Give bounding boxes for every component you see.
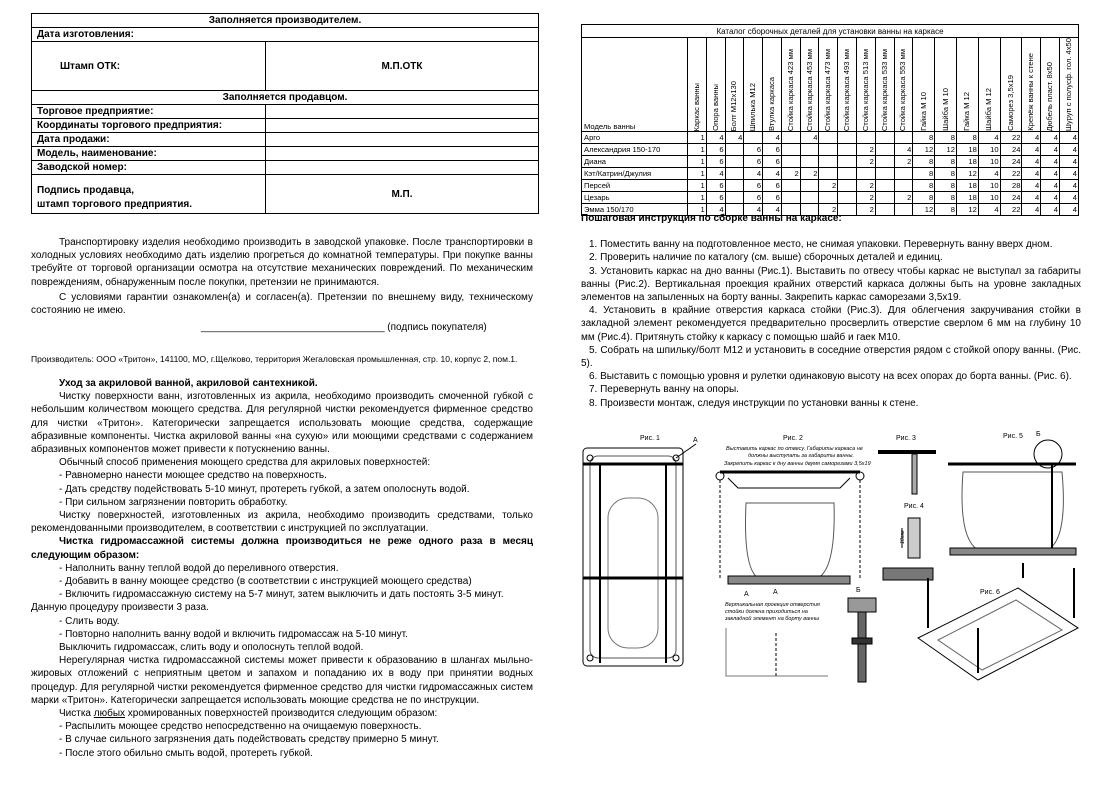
- form-row-label: Дата продажи:: [32, 133, 266, 147]
- fig2-bowl: [746, 503, 835, 578]
- catalog-cell: [781, 144, 800, 156]
- step-item: 8. Произвести монтаж, следуя инструкции по установки ванны к стене.: [589, 397, 919, 409]
- fig2-frame: [728, 478, 850, 488]
- catalog-row: [582, 132, 1079, 144]
- catalog-cell: 4: [1022, 204, 1041, 216]
- catalog-column-header: Стойка каркаса 553 мм: [894, 38, 913, 132]
- catalog-cell: [781, 132, 800, 144]
- fig5-label-b: Б: [1036, 431, 1041, 438]
- warranty-paragraph: С условиями гарантии ознакомлен(а) и согласен(а). Претензии по внешнему виду, техническому состоянию не имею.: [31, 291, 533, 317]
- hydro-list-item: - Наполнить ванну теплой водой до переливного отверстия.: [59, 562, 339, 574]
- care-section: [31, 377, 533, 760]
- catalog-cell: 4: [1041, 180, 1060, 192]
- step-item: 6. Выставить с помощью уровня и рулетки одинаковую высоту на всех опорах до борта ванны. (Рис. 6).: [589, 371, 1072, 383]
- catalog-column-header: Опора ванны: [706, 38, 725, 132]
- catalog-column-header: Каркас ванны: [688, 38, 707, 132]
- hydro-list-item: - Слить воду.: [59, 615, 120, 627]
- transport-paragraph: Транспортировку изделия необходимо производить в заводской упаковке. После транспортировки в холодных условиях необходимо дать изделию прогреться до комнатной температуры. При покупке ванны требуйте от торговой организации осмотра на отсутствие механических повреждений. По механическим повреждениям, обнаруженным после покупки, претензии не принимаются.: [31, 237, 533, 288]
- catalog-cell: 1: [688, 180, 707, 192]
- catalog-cell: [819, 156, 838, 168]
- fig2-note: Закрепить каркас к дну ванны двумя саморезами 3,5х19: [724, 461, 871, 467]
- catalog-cell: 18: [957, 192, 979, 204]
- manufacturer-info: Производитель: ООО «Тритон», 141100, МО, г.Щелково, территория Жегаловская промышленная, стр. 10, корпус 2, пом.1.: [31, 354, 518, 364]
- signature-line-2: штамп торгового предприятия.: [37, 199, 193, 210]
- fig1-bath-inner: [590, 456, 676, 658]
- catalog-column-header: Дюбель пласт. 8х50: [1041, 38, 1060, 132]
- step-item: 4. Установить в крайние отверстия каркаса стойки (Рис.3). Для облегчения закручивания стойки в закладной элемент рекомендуется предварительно просверлить отверстие сверлом 6 мм на глубину 10 мм (Рис.4). Притянуть стойку к каркасу с помощью шайб и гаек М10.: [581, 305, 1081, 343]
- fig4-base: [883, 568, 933, 580]
- catalog-model-cell: Эмма 150/170: [582, 204, 688, 216]
- care-paragraph-3: Чистку поверхностей, изготовленных из акрила, необходимо производить средствами, только рекомендованными производителем, в соответствии с инструкцией по эксплуатации.: [31, 510, 533, 535]
- catalog-cell: 8: [935, 192, 957, 204]
- catalog-cell: 4: [1022, 144, 1041, 156]
- fig1-bath-bowl: [608, 498, 658, 648]
- seller-header: Заполняется продавцом.: [32, 91, 539, 105]
- catalog-column-header: Шпилька М12: [744, 38, 763, 132]
- catalog-cell: 2: [857, 204, 876, 216]
- form-row-label: Модель, наименование:: [32, 147, 266, 161]
- catalog-model-cell: Арго: [582, 132, 688, 144]
- catalog-cell: [875, 180, 894, 192]
- catalog-cell: 6: [744, 180, 763, 192]
- fig1-bath-outline: [583, 448, 683, 666]
- catalog-cell: 12: [935, 144, 957, 156]
- care-paragraph-2: Обычный способ применения моющего средства для акриловых поверхностей:: [59, 457, 431, 469]
- figure-6: [918, 563, 1078, 680]
- transport-text: [31, 236, 533, 334]
- catalog-cell: [875, 168, 894, 180]
- care-list-item: - Равномерно нанести моющее средство на поверхность.: [59, 470, 327, 482]
- catalog-cell: 1: [688, 132, 707, 144]
- catalog-column-header: Стойка каркаса 423 мм: [781, 38, 800, 132]
- catalog-cell: 8: [913, 156, 935, 168]
- catalog-column-header: Шуруп с полусф. гол. 4х50: [1060, 38, 1079, 132]
- catalog-column-header: Стойка каркаса 453 мм: [800, 38, 819, 132]
- catalog-cell: [819, 192, 838, 204]
- catalog-cell: 4: [1022, 180, 1041, 192]
- fig1-label-a: А: [693, 437, 698, 444]
- catalog-cell: 6: [744, 192, 763, 204]
- catalog-cell: 1: [688, 204, 707, 216]
- assembly-figures: [578, 428, 1084, 683]
- mp-label: М.П.: [266, 175, 539, 214]
- catalog-cell: 8: [913, 132, 935, 144]
- catalog-cell: 6: [744, 156, 763, 168]
- catalog-cell: 4: [725, 132, 744, 144]
- catalog-cell: 4: [1022, 156, 1041, 168]
- mp-otk-label: М.П.ОТК: [266, 42, 539, 91]
- hydro-title: Чистка гидромассажной системы должна производиться не реже одного раза в месяц следующим образом:: [31, 536, 533, 561]
- catalog-cell: 6: [706, 192, 725, 204]
- catalog-cell: 4: [763, 168, 782, 180]
- catalog-cell: 4: [1041, 156, 1060, 168]
- catalog-cell: 4: [706, 132, 725, 144]
- catalog-cell: [800, 180, 819, 192]
- fig3-post: [912, 454, 917, 494]
- catalog-cell: 2: [857, 180, 876, 192]
- catalog-column-header: Шайба М 10: [935, 38, 957, 132]
- catalog-cell: [838, 156, 857, 168]
- catalog-cell: 1: [688, 144, 707, 156]
- catalog-model-cell: Диана: [582, 156, 688, 168]
- catalog-cell: 1: [688, 192, 707, 204]
- catalog-cell: [725, 144, 744, 156]
- detail-a-label: А: [773, 589, 778, 596]
- care-list-item: - Дать средству подействовать 5-10 минут, протереть губкой, а затем ополоснуть водой.: [59, 483, 470, 495]
- catalog-cell: 4: [1060, 132, 1079, 144]
- fig6-bowl: [938, 600, 1062, 670]
- figure-2: [716, 435, 871, 598]
- catalog-model-cell: Цезарь: [582, 192, 688, 204]
- chrome-pre: Чистка: [59, 708, 94, 720]
- catalog-cell: [875, 192, 894, 204]
- detail-b-nut: [852, 638, 872, 644]
- catalog-cell: [725, 180, 744, 192]
- step-item: 3. Установить каркас на дно ванны (Рис.1). Выставить по отвесу чтобы каркас не выступал за габариты ванны (Рис.2). Вертикальная проекция крайних отверстий каркаса должны быть на уровне закладных элементов на запыленных на борту ванны. Закрепить каркас саморезами 3,5х19.: [581, 265, 1081, 304]
- figure-1: [583, 435, 698, 666]
- catalog-column-header: Гайка М 12: [957, 38, 979, 132]
- catalog-column-header: Стойка каркаса 473 мм: [819, 38, 838, 132]
- catalog-cell: [781, 192, 800, 204]
- catalog-cell: 8: [913, 168, 935, 180]
- catalog-cell: 12: [913, 144, 935, 156]
- seller-signature-label: [32, 175, 266, 214]
- catalog-model-cell: Персей: [582, 180, 688, 192]
- catalog-cell: 8: [913, 192, 935, 204]
- fig4-dim: 10мм: [900, 530, 906, 544]
- fig2-base: [728, 576, 850, 584]
- care-list-item: - При сильном загрязнении повторить обработку.: [59, 496, 288, 508]
- catalog-cell: 18: [957, 144, 979, 156]
- catalog-cell: [857, 132, 876, 144]
- catalog-cell: 2: [894, 156, 913, 168]
- catalog-cell: 4: [1060, 204, 1079, 216]
- catalog-cell: 24: [1000, 192, 1022, 204]
- figures-drawing: [578, 428, 1084, 683]
- catalog-cell: 8: [957, 132, 979, 144]
- catalog-cell: 2: [819, 180, 838, 192]
- catalog-cell: 6: [706, 144, 725, 156]
- catalog-cell: 12: [913, 204, 935, 216]
- catalog-cell: 4: [800, 132, 819, 144]
- catalog-cell: 4: [1022, 132, 1041, 144]
- catalog-cell: 24: [1000, 144, 1022, 156]
- hydro-off: Выключить гидромассаж, слить воду и ополоснуть теплой водой.: [59, 642, 364, 654]
- catalog-cell: 8: [935, 204, 957, 216]
- catalog-cell: 4: [894, 144, 913, 156]
- catalog-cell: 6: [744, 144, 763, 156]
- catalog-column-header: Крепёж ванны к стене: [1022, 38, 1041, 132]
- fig3-label: Рис. 3: [896, 435, 916, 442]
- catalog-cell: 4: [1041, 132, 1060, 144]
- step-item: 1. Поместить ванну на подготовленное место, не снимая упаковки. Перевернуть ванну вверх дном.: [589, 239, 1053, 251]
- catalog-cell: [838, 132, 857, 144]
- catalog-column-header: Стойка каркаса 493 мм: [838, 38, 857, 132]
- parts-catalog-table: [581, 24, 1079, 216]
- detail-b: [848, 587, 876, 682]
- catalog-cell: 4: [1041, 168, 1060, 180]
- catalog-cell: 4: [763, 204, 782, 216]
- catalog-column-header: Стойка каркаса 513 мм: [857, 38, 876, 132]
- step-item: 5. Собрать на шпильку/болт М12 и установить в соседние отверстия рядом с стойкой опору ванны. (Рис. 5).: [581, 344, 1081, 370]
- buyer-signature-line: _________________________________ (подпись покупателя): [201, 322, 487, 334]
- catalog-cell: 12: [957, 168, 979, 180]
- chrome-post: хромированных поверхностей производится следующим образом:: [125, 708, 438, 720]
- catalog-row: [582, 180, 1079, 192]
- catalog-cell: 4: [744, 204, 763, 216]
- detail-b-stud: [858, 612, 866, 682]
- catalog-cell: 2: [857, 144, 876, 156]
- catalog-cell: 10: [978, 180, 1000, 192]
- catalog-cell: 22: [1000, 204, 1022, 216]
- catalog-cell: [838, 144, 857, 156]
- catalog-cell: [894, 180, 913, 192]
- catalog-cell: [838, 180, 857, 192]
- form-row-value: [266, 133, 539, 147]
- catalog-cell: 4: [706, 168, 725, 180]
- catalog-cell: 2: [800, 168, 819, 180]
- catalog-cell: 22: [1000, 168, 1022, 180]
- catalog-cell: 2: [857, 192, 876, 204]
- catalog-cell: 10: [978, 192, 1000, 204]
- detail-a-note: стойки должна приходиться на: [725, 609, 808, 615]
- detail-b-plate: [848, 598, 876, 612]
- catalog-cell: 28: [1000, 180, 1022, 192]
- catalog-column-header: Саморез 3,5х19: [1000, 38, 1022, 132]
- catalog-column-header: Гайка М 10: [913, 38, 935, 132]
- catalog-cell: 8: [935, 156, 957, 168]
- detail-a-note: Вертикальная проекция отверстия: [725, 602, 820, 608]
- catalog-cell: 4: [978, 204, 1000, 216]
- catalog-cell: 2: [857, 156, 876, 168]
- catalog-row: [582, 144, 1079, 156]
- catalog-cell: 12: [957, 204, 979, 216]
- hydro-list-item: - Повторно наполнить ванну водой и включить гидромассаж на 5-10 минут.: [59, 628, 408, 640]
- fig1-mount-point: [673, 655, 679, 661]
- catalog-model-cell: Кэт/Катрин/Джулия: [582, 168, 688, 180]
- catalog-cell: 6: [763, 156, 782, 168]
- catalog-column-header: Стойка каркаса 533 мм: [875, 38, 894, 132]
- steps-title: Пошаговая инструкция по сборке ванны на каркасе:: [581, 213, 842, 224]
- catalog-cell: [725, 156, 744, 168]
- catalog-cell: [875, 132, 894, 144]
- catalog-cell: 10: [978, 144, 1000, 156]
- catalog-cell: [800, 192, 819, 204]
- catalog-cell: [725, 192, 744, 204]
- fig1-label: Рис. 1: [640, 435, 660, 442]
- fig2-label-a: А: [744, 591, 749, 598]
- catalog-cell: 2: [894, 192, 913, 204]
- assembly-steps: [581, 212, 1081, 410]
- catalog-cell: [781, 156, 800, 168]
- catalog-row: [582, 192, 1079, 204]
- catalog-cell: 2: [819, 204, 838, 216]
- catalog-cell: 6: [763, 144, 782, 156]
- catalog-cell: 4: [1060, 192, 1079, 204]
- form-row-value: [266, 105, 539, 119]
- catalog-cell: [894, 132, 913, 144]
- care-paragraph-1: Чистку поверхности ванн, изготовленных из акрила, необходимо производить смоченной губкой с небольшим количеством моющего средства. Для регулярной чистки рекомендуется фирменное средство для чистки «Тритон». Категорически запрещается использовать моющие средства, содержащие абразивные компоненты. Чистка акриловой ванны «на сухую» или моющими средствами с содержанием абразивных компонентов может привести к потускнению ванны.: [31, 391, 533, 456]
- fig1-leader: [676, 444, 696, 458]
- chrome-list-item: - Распылить моющее средство непосредственно на очищаемую поверхность.: [59, 721, 422, 733]
- form-row-label: Торговое предприятие:: [32, 105, 266, 119]
- fig2-label: Рис. 2: [783, 435, 803, 442]
- catalog-title: Каталог сборочных деталей для установки ванны на каркасе: [582, 25, 1079, 38]
- catalog-cell: 8: [913, 180, 935, 192]
- catalog-cell: 6: [763, 192, 782, 204]
- fig5-bowl: [962, 472, 1063, 550]
- catalog-cell: 4: [1060, 168, 1079, 180]
- catalog-cell: 4: [1060, 144, 1079, 156]
- catalog-cell: [838, 192, 857, 204]
- catalog-cell: [744, 132, 763, 144]
- catalog-cell: 6: [706, 180, 725, 192]
- fig5-base: [950, 548, 1076, 555]
- catalog-cell: [819, 144, 838, 156]
- catalog-cell: 4: [1060, 156, 1079, 168]
- catalog-cell: 18: [957, 156, 979, 168]
- detail-a: [724, 589, 828, 678]
- catalog-row: [582, 168, 1079, 180]
- catalog-cell: [875, 144, 894, 156]
- catalog-cell: [725, 168, 744, 180]
- fig5-label: Рис. 5: [1003, 433, 1023, 440]
- catalog-cell: 22: [1000, 132, 1022, 144]
- catalog-cell: [800, 156, 819, 168]
- catalog-cell: 1: [688, 168, 707, 180]
- manufacturer-header: Заполняется производителем.: [32, 14, 539, 28]
- catalog-cell: [819, 132, 838, 144]
- form-row-label: Координаты торгового предприятия:: [32, 119, 266, 133]
- chrome-list-item: - После этого обильно смыть водой, протереть губкой.: [59, 747, 313, 759]
- catalog-cell: 4: [1041, 192, 1060, 204]
- hydro-irregular: Нерегулярная чистка гидромассажной системы может привести к образованию в шлангах мыльно-жировых отложений с неприятным цветом и запахом и попаданию их в воду при принятии водных процедур. Для регулярной чистки рекомендуется фирменное средство для чистки гидромассажных систем марки «Тритон». Категорически запрещается использовать моющие средства не по инструкции.: [31, 655, 533, 706]
- catalog-cell: 10: [978, 156, 1000, 168]
- hydro-list-item: - Включить гидромассажную систему на 5-7 минут, затем выключить и дать постоять 3-5 минут.: [59, 589, 504, 601]
- catalog-cell: 2: [781, 168, 800, 180]
- form-row-value: [266, 161, 539, 175]
- catalog-cell: [819, 168, 838, 180]
- catalog-cell: 4: [1041, 204, 1060, 216]
- catalog-cell: 6: [763, 180, 782, 192]
- form-row-value: [266, 147, 539, 161]
- catalog-cell: [800, 144, 819, 156]
- warranty-form: [31, 13, 539, 214]
- form-row-value: [266, 119, 539, 133]
- catalog-cell: [838, 168, 857, 180]
- care-title: Уход за акриловой ванной, акриловой сантехникой.: [59, 378, 318, 389]
- catalog-cell: 4: [1060, 180, 1079, 192]
- catalog-cell: 4: [978, 132, 1000, 144]
- detail-b-label: Б: [856, 587, 861, 594]
- catalog-cell: [875, 156, 894, 168]
- catalog-cell: 4: [1041, 144, 1060, 156]
- otk-stamp-label: Штамп ОТК:: [32, 42, 266, 91]
- catalog-cell: 4: [1022, 168, 1041, 180]
- catalog-cell: 8: [935, 132, 957, 144]
- figure-5: [948, 431, 1076, 555]
- catalog-cell: 8: [935, 168, 957, 180]
- form-row-label: Заводской номер:: [32, 161, 266, 175]
- step-item: 2. Проверить наличие по каталогу (см. выше) сборочных деталей и единиц.: [589, 252, 943, 264]
- catalog-cell: 4: [706, 204, 725, 216]
- catalog-cell: 4: [763, 132, 782, 144]
- catalog-cell: 4: [978, 168, 1000, 180]
- fig4-label: Рис. 4: [904, 503, 924, 510]
- figure-3: [878, 435, 936, 494]
- catalog-column-header: Шайба М 12: [978, 38, 1000, 132]
- catalog-cell: [857, 168, 876, 180]
- signature-line-1: Подпись продавца,: [37, 185, 134, 196]
- detail-a-outline: [726, 628, 828, 676]
- fig2-note: должны выступать за габариты ванны.: [748, 453, 855, 459]
- fig6-label: Рис. 6: [980, 589, 1000, 596]
- catalog-column-header: Болт М12х130: [725, 38, 744, 132]
- chrome-list-item: - В случае сильного загрязнения дать подействовать средству примерно 5 минут.: [59, 734, 439, 746]
- detail-a-note: закладной элемент на борту ванны: [725, 616, 820, 622]
- step-item: 7. Перевернуть ванну на опоры.: [589, 384, 739, 396]
- catalog-cell: 18: [957, 180, 979, 192]
- date-field-label: Дата изготовления:: [32, 28, 539, 42]
- fig4-block: [908, 518, 920, 558]
- figure-4: [883, 503, 933, 580]
- fig2-note: Выставить каркас по отвесу. Габариты каркаса не: [726, 446, 863, 452]
- hydro-repeat: Данную процедуру произвести 3 раза.: [31, 602, 209, 614]
- fig1-mount-point: [587, 655, 593, 661]
- model-column-header: Модель ванны: [582, 38, 688, 132]
- catalog-model-cell: Александрия 150-170: [582, 144, 688, 156]
- catalog-row: [582, 156, 1079, 168]
- catalog-column-header: Втулка каркаса: [763, 38, 782, 132]
- catalog-cell: 6: [706, 156, 725, 168]
- chrome-intro: [31, 707, 533, 720]
- catalog-cell: 1: [688, 156, 707, 168]
- catalog-cell: 4: [744, 168, 763, 180]
- catalog-cell: 24: [1000, 156, 1022, 168]
- chrome-underlined: любых: [93, 708, 126, 720]
- catalog-cell: [781, 180, 800, 192]
- hydro-list-item: - Добавить в ванну моющее средство (в соответствии с инструкцией моющего средства): [59, 576, 472, 588]
- catalog-cell: 4: [1022, 192, 1041, 204]
- catalog-cell: [894, 168, 913, 180]
- catalog-cell: 8: [935, 180, 957, 192]
